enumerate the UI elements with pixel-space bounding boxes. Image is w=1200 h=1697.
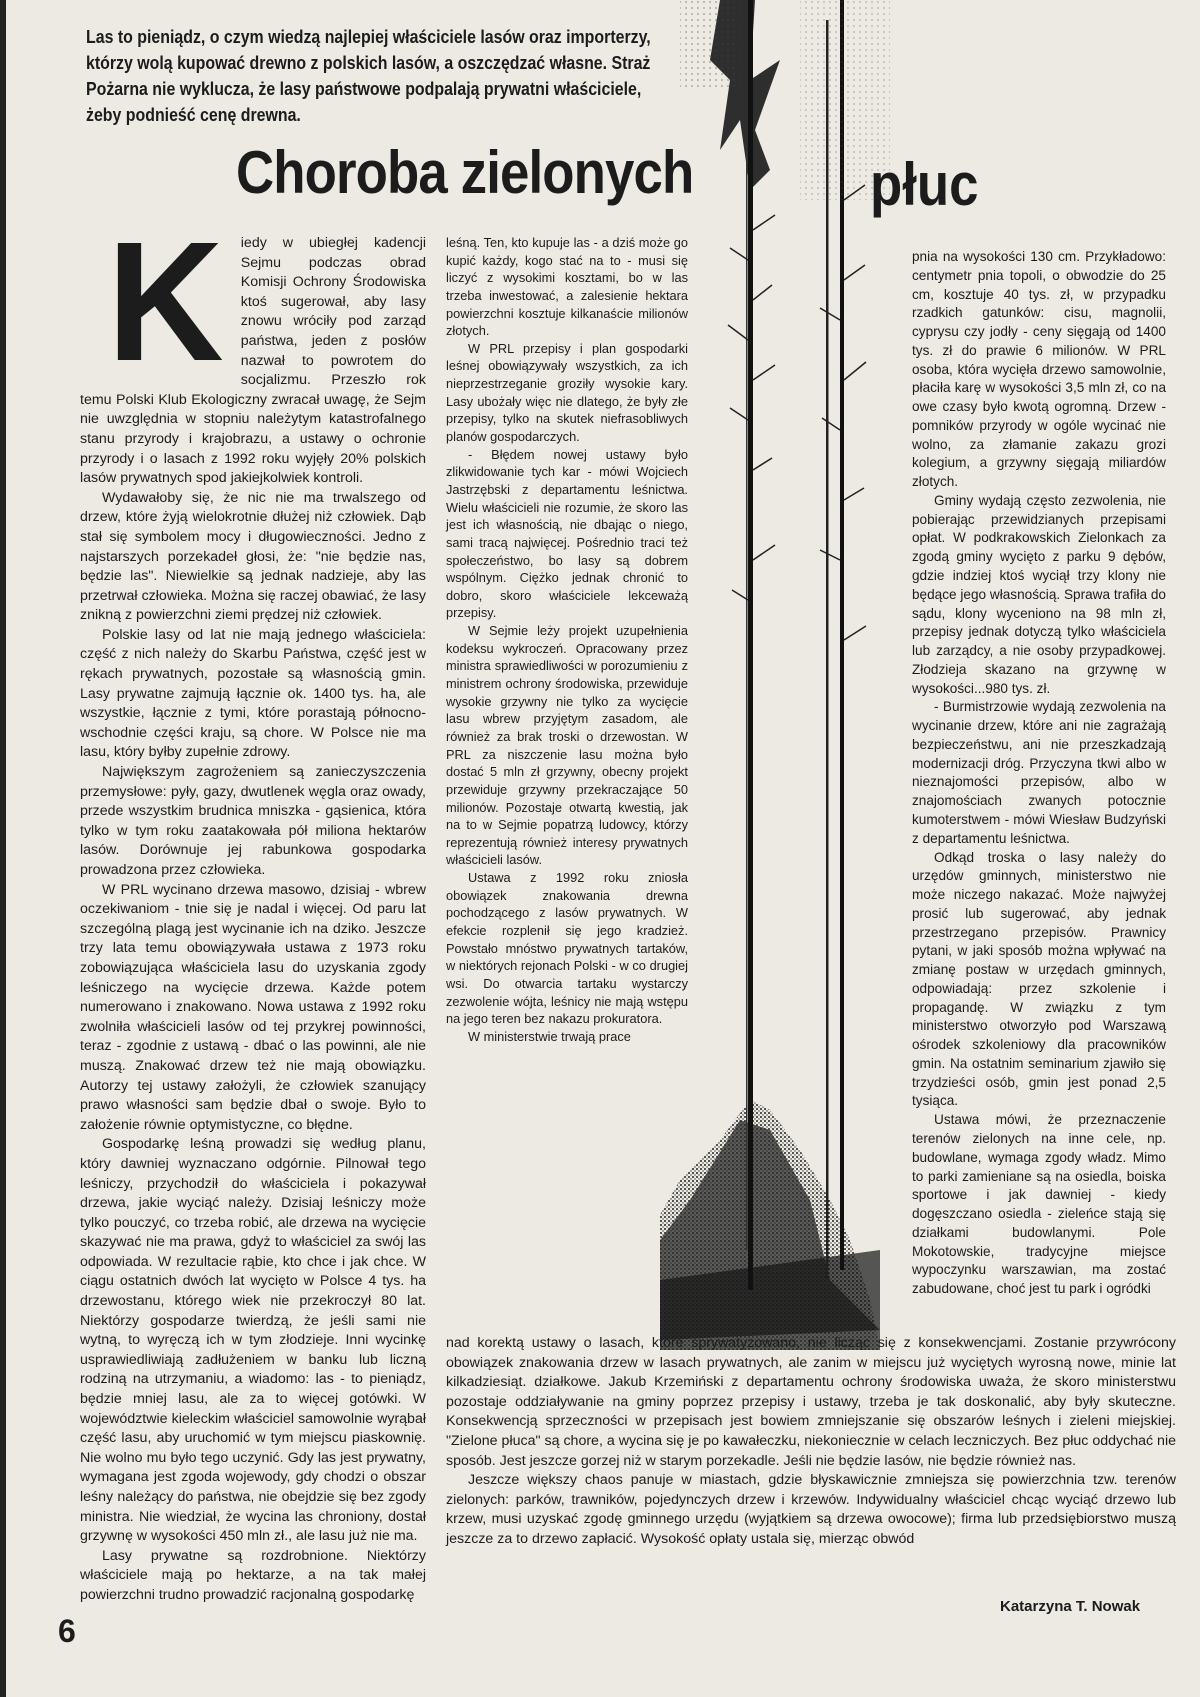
paragraph: Największym zagrożeniem są zanieczyszczenia przemysłowe: pyły, gazy, dwutlenek węgla oraz owady, przede wszystkim brudnica mniszka - gąsienica, która tylko w tym roku zaatakowała pół miliona hektarów lasów. Dorównuje jej rabunkowa gospodarka prowadzona przez człowieka. <box>80 764 426 878</box>
column-3 <box>912 248 1166 1299</box>
paragraph: W ministerstwie trwają prace <box>468 1028 631 1044</box>
article-title: Choroba zielonych <box>236 139 694 206</box>
paragraph: pnia na wysokości 130 cm. Przykładowo: centymetr pnia topoli, o obwodzie do 25 cm, kosztuje 40 tys. zł, w przypadku rzadkich gatunków: cisu, magnolii, cyprysu czy jodły - ceny sięgają od 1400 tys. zł do prawie 6 milionów. W PRL osoba, która wycięła drzewo samowolnie, płaciła karę w wysokości 3,5 mln zł, co na owe czasy było kwotą ogromną. Drzew - pomników przyrody w ogóle wycinać nie wolno, za złamanie zakazu grozi kolegium, a grzywny sięgają miliardów złotych. <box>912 249 1166 490</box>
paragraph: Ustawa mówi, że przeznaczenie terenów zielonych na inne cele, np. budowlane, wymaga zgody władz. Mimo to parki zamieniane są na osiedla, boiska sportowe i jak dawniej - kiedy dogęszczano osiedla - zieleńce stają się działkami budowlanymi. Pole Mokotowskie, tradycyjne miejsce wypoczynku warszawian, ma zostać zabudowane, choć jest tu park i ogródki <box>912 1112 1166 1297</box>
paragraph: - Burmistrzowie wydają zezwolenia na wycinanie drzew, które ani nie zagrażają bezpieczeństwu, ani nie przeszkadzają modernizacji dróg. Przyczyna tkwi albo w nieznajomości przepisów, albo w znajomościach zwanych potocznie kumoterstwem - mówi Wiesław Budzyński z departamentu leśnictwa. <box>912 699 1166 846</box>
paragraph: nad korektą ustawy o lasach, które sprywatyzowano, nie licząc się z konsekwencjami. Zostanie przywrócony obowiązek znakowania drzew w lasach prywatnych, ale zanim w miejscu już wyciętych wyrosną nowe, minie lat kilkadziesiąt. działkowe. Jakub Krzemiński z departamentu ochrony środowiska uważa, że skoro ministerstwu pozostaje oddziaływanie na gminy poprzez przepisy i ustawy, trzeba je tak doskonalić, aby były skuteczne. Konsekwencją sprzeczności w przepisach jest bowiem zmniejszanie się obszarów leśnych i zieleni miejskiej. "Zielone płuca" są chore, a wycina się je po kawałeczku, niekoniecznie w celach leczniczych. Bez płuc oddychać nie sposób. Jest jeszcze gorzej niż w starym porzekadle. Jeśli nie będzie lasów, nie będzie również nas. <box>446 1335 1176 1469</box>
page-edge <box>0 0 6 1697</box>
paragraph: Polskie lasy od lat nie mają jednego właściciela: część z nich należy do Skarbu Państwa, część jest w rękach prywatnych, pozostałe są własnością gmin. Lasy prywatne zajmują łącznie ok. 1400 tys. ha, ale wszystkie, łącznie z tymi, które porastają północno-wschodnie części kraju, są chore. W Polsce nie ma lasu, który byłby zupełnie zdrowy. <box>80 626 426 761</box>
drop-cap: K <box>107 207 224 397</box>
paragraph: W PRL wycinano drzewa masowo, dzisiaj - wbrew oczekiwaniom - tnie się je nadal i więcej. Od paru lat szczególną plagą jest wycinanie ich na dziko. Jeszcze trzy lata temu obowiązywała ustawa z 1973 roku zobowiązująca właściciela lasu do uzyskania zgody leśniczego na wycięcie drzewa. Każde potem numerowano i znakowano. Nowa ustawa z 1992 roku zwolniła właścicieli lasów od tej przykrej powinności, teraz - zgodnie z ustawą - dbać o las powinni, ale nie muszą. Znakować drzew też nie mają obowiązku. Autorzy tej ustawy założyli, że człowiek szanujący prawo własności sam będzie dbał o swoje. Było to założenie równie optymistyczne, co błędne. <box>80 881 426 1133</box>
lead-paragraph: Las to pieniądz, o czym wiedzą najlepiej właściciele lasów oraz importerzy, którzy wolą kupować drewno z polskich lasów, a oszczędzać własne. Straż Pożarna nie wyklucza, że lasy państwowe podpalają prywatni właściciele, żeby podnieść cenę drewna. <box>86 26 651 125</box>
paragraph: Lasy prywatne są rozdrobnione. Niektórzy właściciele mają po hektarze, a na tak małej powierzchni trudno prowadzić racjonalną gospodarkę <box>80 1547 426 1603</box>
column-bottom-wide <box>446 1334 1176 1550</box>
column-1 <box>80 207 426 1606</box>
paragraph: Wydawałoby się, że nic nie ma trwalszego od drzew, które żyją wielokrotnie dłużej niż człowiek. Dąb stał się symbolem mocy i długowieczności. Jedno z najstarszych porzekadeł głosi, że: "nie będzie nas, będzie las". Niewielkie są jednak nadzieje, aby las przetrwał człowieka. Można się raczej obawiać, że lasy znikną z powierzchni ziemi prędzej niż człowiek. <box>80 489 426 624</box>
paragraph: leśną. Ten, kto kupuje las - a dziś może go kupić każdy, kogo stać na to - musi się liczyć z wysokimi kosztami, bo w las trzeba inwestować, a zalesienie hektara powierzchni kosztuje kilkanaście milionów złotych. <box>446 235 688 339</box>
paragraph: Jeszcze większy chaos panuje w miastach, gdzie błyskawicznie zmniejsza się powierzchnia tzw. terenów zielonych: parków, trawników, pojedynczych drzew i krzewów. Indywidualny właściciel chcąc wyciąć drzewo lub krzew, musi uzyskać zgodę gminnego urzędu (wyjątkiem są drzewa owocowe); firma lub przedsiębiorstwo muszą jeszcze za to drzewo zapłacić. Wysokość opłaty ustala się, mierząc obwód <box>446 1472 1176 1547</box>
author-byline: Katarzyna T. Nowak <box>1000 1598 1141 1615</box>
paragraph: Gospodarkę leśną prowadzi się według planu, który dawniej wyznaczano odgórnie. Pilnował tego leśniczy, przychodził do właściciela i pokazywał drzewa, jakie wyciąć należy. Dzisiaj leśniczy może tylko pouczyć, co trzeba robić, ale drzewa na wycięcie skazywać nie ma prawa, gdyż to właściciel za swój las odpowiada. W rezultacie rąbie, kto chce i jak chce. W ciągu ostatnich dwóch lat wycięto w Polsce 4 tys. ha drzewostanu, którego wiek nie przekroczył 80 lat. Niektórzy gospodarze twierdzą, że jeśli sami nie wytną, to wyręczą ich w tym złodzieje. Inni wycinkę usprawiedliwiają zadłużeniem w banku lub liczną rodziną na utrzymaniu, a wiadomo: las - to pieniądz, będzie mniej lasu, ale za to więcej gotówki. W województwie kieleckim właściciel samowolnie wyrąbał część lasu, aby uruchomić w tym miejscu piaskownię. Nie wolno mu było tego uczynić. Gdy las jest prywatny, wymagana jest zgoda wojewody, gdy chodzi o obszar leśny należący do państwa, nie obejdzie się bez zgody ministra. Nie wiedział, że wycina las chroniony, dostał grzywnę w wysokości 450 mln zł., ale lasu już nie ma. <box>80 1136 426 1545</box>
article-title-end: płuc <box>870 151 979 218</box>
paragraph: W PRL przepisy i plan gospodarki leśnej obowiązywały wszystkich, za ich nieprzestrzeganie groziły wysokie kary. Lasy ubożały więc nie dlatego, że były złe przepisy, tylko na skutek niefrasobliwych planów gospodarczych. <box>446 340 688 445</box>
paragraph: - Błędem nowej ustawy było zlikwidowanie tych kar - mówi Wojciech Jastrzębski z departamentu leśnictwa. Wielu właścicieli nie rozumie, że skoro las jest ich własnością, nie dbając o niego, sami tracą najwięcej. Pośrednio traci też społeczeństwo, bo lasy są dobrem wspólnym. Ciężko jednak chronić to dobro, skoro właściciele lekceważą przepisy. <box>446 446 688 621</box>
paragraph: iedy w ubiegłej kadencji Sejmu podczas obrad Komisji Ochrony Środowiska ktoś sugerował, aby lasy znowu wróciły pod zarząd państwa, jeden z posłów nazwał to powrotem do socjalizmu. Przeszło rok temu Polski Klub Ekologiczny zwracał uwagę, że Sejm nie uwzględnia w stopniu należytym katastrofalnego stanu przyrody i krajobrazu, a ustawy o ochronie przyrody i o lasach z 1992 roku wyjęły 20% polskich lasów prywatnych spod jakiejkolwiek kontroli. <box>80 235 426 487</box>
paragraph: W Sejmie leży projekt uzupełnienia kodeksu wykroczeń. Opracowany przez ministra sprawiedliwości w porozumieniu z ministrem ochrony środowiska, przewiduje wysokie grzywny nie tylko za wycięcie lasu wbrew przyjętym zasadom, ale również za brak troski o drzewostan. W PRL za niszczenie lasu można było dostać 5 mln zł grzywny, obecny projekt przewiduje grzywny przekraczające 50 milionów. Pozostaje otwartą kwestią, jak na to w Sejmie popatrzą ludowcy, którzy reprezentują również interesy prywatnych właścicieli lasów. <box>446 623 688 868</box>
column-2 <box>446 234 688 1045</box>
page-number: 6 <box>58 1613 76 1649</box>
paragraph: Ustawa z 1992 roku zniosła obowiązek znakowania drewna pochodzącego z lasów prywatnych. W efekcie rozplenił się jego kradzież. Powstało mnóstwo prywatnych tartaków, w niektórych rejonach Polski - w co drugiej wsi. Do otwarcia tartaku wystarczy zezwolenie wójta, leśnicy nie mają wstępu na jego teren bez nakazu prokuratora. <box>446 870 688 1027</box>
paragraph: Gminy wydają często zezwolenia, nie pobierając przewidzianych przepisami opłat. W podkrakowskich Zielonkach za zgodą gminy wycięto z parku 9 dębów, gdzie indziej ktoś wyciął trzy klony nie będące jego własnością. Sprawa trafiła do sądu, klony wyceniono na 98 mln zł, przepisy jednak dotyczą tylko właściciela lub zarządcy, a nie osoby przypadkowej. Złodzieja skazano na grzywnę w wysokości...980 tys. zł. <box>912 492 1166 696</box>
paragraph: Odkąd troska o lasy należy do urzędów gminnych, ministerstwo nie może niczego nakazać. Może najwyżej prosić lub sugerować, aby jednak przestrzegano przepisów. Prawnicy pytani, w jaki sposób można wpływać na zmianę postaw w urzędach gminnych, odpowiadają: przez szkolenie i propagandę. W związku z tym ministerstwo otworzyło pod Warszawą ośrodek szkoleniowy dla pracowników gmin. Na ostatnim seminarium zjawiło się trzydzieści osób, gmin jest ponad 2,5 tysiąca. <box>912 849 1166 1109</box>
